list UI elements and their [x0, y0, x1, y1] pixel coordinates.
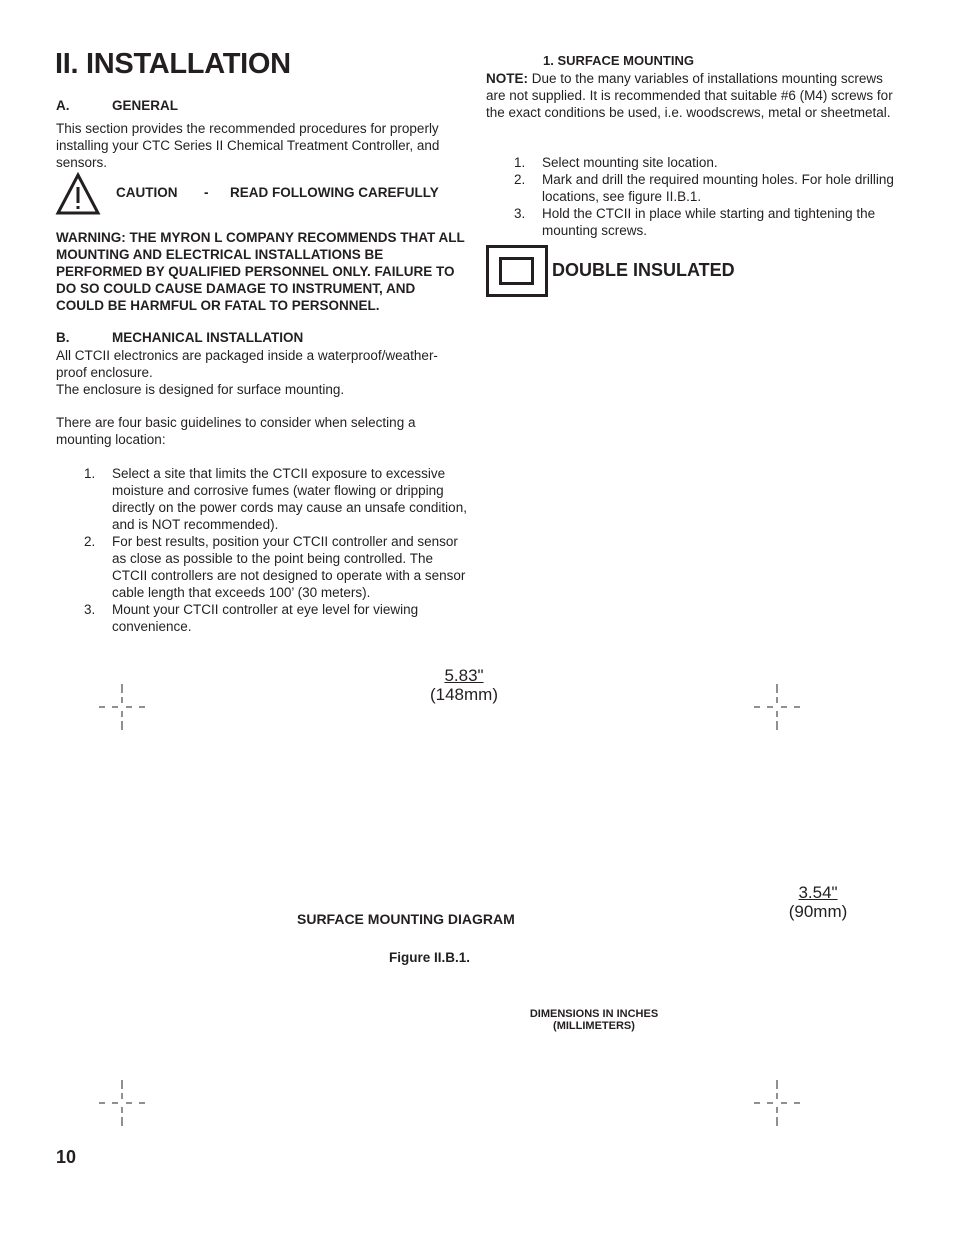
list-item-number: 1. [84, 466, 96, 481]
list-item [486, 171, 898, 205]
width-dimension [426, 666, 502, 704]
guidelines-list [56, 465, 468, 635]
crosshair-icon [752, 682, 802, 732]
list-item-text: Select mounting site location. [542, 155, 718, 170]
figure-label: Figure II.B.1. [389, 950, 471, 965]
double-insulated-label: DOUBLE INSULATED [552, 260, 735, 280]
caution-label: CAUTION [116, 185, 178, 200]
list-item-text: Mark and drill the required mounting holes. For hole drilling locations, see figure II.B.1. [542, 172, 894, 204]
diagram-caption: SURFACE MOUNTING DIAGRAM [297, 911, 515, 927]
list-item [56, 601, 468, 635]
dimensions-line-1: DIMENSIONS IN INCHES [529, 1008, 659, 1020]
double-insulated-icon [486, 245, 548, 297]
page-title: II. INSTALLATION [55, 48, 291, 80]
crosshair-icon [97, 682, 147, 732]
warning-triangle-icon [55, 172, 101, 216]
mechanical-p2: The enclosure is designed for surface mounting. [56, 382, 345, 397]
list-item-text: Mount your CTCII controller at eye level for viewing convenience. [112, 602, 419, 634]
dimensions-note [508, 1008, 680, 1032]
width-mm: (148mm) [429, 685, 498, 704]
surface-mounting-heading: 1. SURFACE MOUNTING [543, 53, 694, 68]
list-item [56, 465, 468, 533]
caution-dash: - [204, 185, 209, 200]
list-item-text: For best results, position your CTCII controller and sensor as close as possible to the point being controlled. The CTCII controllers are not designed to operate with a sensor cable length that exceeds 100’ (30 meters). [112, 534, 466, 600]
general-text: This section provides the recommended procedures for properly installing your CTC Series II Chemical Treatment Controller, and sensors. [56, 121, 440, 170]
list-item-number: 3. [514, 206, 526, 221]
dimensions-line-2: (MILLIMETERS) [553, 1020, 635, 1032]
warning-text: WARNING: THE MYRON L COMPANY RECOMMENDS THAT ALL MOUNTING AND ELECTRICAL INSTALLATIONS BE PERFORMED BY QUALIFIED PERSONNEL ONLY. FAILURE TO DO SO COULD CAUSE DAMAGE TO INSTRUMENT, AND COULD BE HARMFUL OR FATAL TO PERSONNEL. [56, 230, 465, 313]
height-dimension [780, 883, 856, 921]
height-inches: 3.54" [798, 883, 838, 902]
caution-text: READ FOLLOWING CAREFULLY [230, 185, 439, 200]
crosshair-icon [752, 1078, 802, 1128]
list-item-number: 2. [84, 534, 96, 549]
list-item-number: 1. [514, 155, 526, 170]
width-inches: 5.83" [444, 666, 484, 685]
list-item-number: 2. [514, 172, 526, 187]
section-b-heading: MECHANICAL INSTALLATION [112, 330, 304, 345]
section-a-letter: A. [56, 98, 70, 113]
list-item-text: Select a site that limits the CTCII exposure to excessive moisture and corrosive fumes (water flowing or dripping directly on the power cords may cause an unsafe condition, and is NOT recommended). [112, 466, 467, 532]
crosshair-icon [97, 1078, 147, 1128]
list-item [56, 533, 468, 601]
list-item [486, 205, 898, 239]
section-b-letter: B. [56, 330, 70, 345]
page-number: 10 [56, 1147, 77, 1167]
surface-mounting-note [486, 70, 896, 121]
list-item [486, 154, 898, 171]
mechanical-p3: There are four basic guidelines to consider when selecting a mounting location: [56, 415, 416, 447]
list-item-number: 3. [84, 602, 96, 617]
mechanical-p1: All CTCII electronics are packaged inside a waterproof/weather-proof enclosure. [56, 348, 438, 380]
note-label: NOTE: [486, 71, 528, 86]
mounting-steps-list [486, 154, 898, 239]
list-item-text: Hold the CTCII in place while starting and tightening the mounting screws. [542, 206, 876, 238]
section-a-heading: GENERAL [112, 98, 179, 113]
note-text: Due to the many variables of installations mounting screws are not supplied. It is recommended that suitable #6 (M4) screws for the exact conditions be used, i.e. woodscrews, metal or sheetmetal. [486, 71, 893, 120]
height-mm: (90mm) [788, 902, 848, 921]
